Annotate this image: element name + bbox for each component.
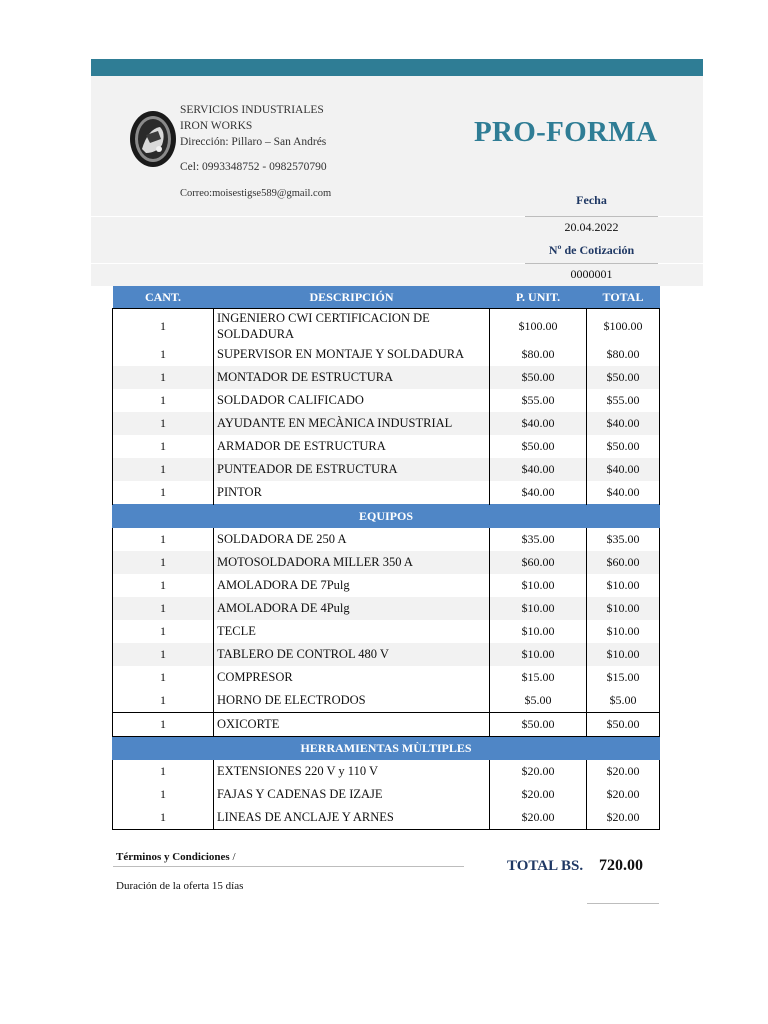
quote-table [112, 286, 660, 830]
fecha-label: Fecha [576, 193, 607, 207]
company-logo [128, 109, 178, 169]
table-row [113, 458, 660, 481]
total-cell: $50.00 [587, 713, 660, 737]
unit-price-cell: $40.00 [490, 458, 587, 481]
qty-cell: 1 [113, 366, 214, 389]
unit-price-cell: $10.00 [490, 643, 587, 666]
unit-price-cell: $50.00 [490, 713, 587, 737]
qty-cell: 1 [113, 412, 214, 435]
company-phone: Cel: 0993348752 - 0982570790 [180, 161, 327, 173]
total-cell: $15.00 [587, 666, 660, 689]
description-cell: MOTOSOLDADORA MILLER 350 A [214, 551, 490, 574]
unit-price-cell: $55.00 [490, 389, 587, 412]
qty-cell: 1 [113, 343, 214, 366]
description-cell: TABLERO DE CONTROL 480 V [214, 643, 490, 666]
table-row [113, 366, 660, 389]
qty-cell: 1 [113, 597, 214, 620]
table-row [113, 689, 660, 713]
total-cell: $60.00 [587, 551, 660, 574]
company-email: Correo:moisestigse589@gmail.com [180, 188, 332, 199]
table-row [113, 574, 660, 597]
table-row [113, 412, 660, 435]
total-cell: $20.00 [587, 760, 660, 784]
header-accent-bar [91, 59, 703, 76]
total-cell: $10.00 [587, 620, 660, 643]
description-cell: TECLE [214, 620, 490, 643]
total-cell: $40.00 [587, 458, 660, 481]
unit-price-cell: $40.00 [490, 412, 587, 435]
total-cell: $10.00 [587, 574, 660, 597]
section-header-equipos [113, 505, 660, 528]
table-row [113, 389, 660, 412]
qty-cell: 1 [113, 551, 214, 574]
unit-price-cell: $10.00 [490, 620, 587, 643]
total-cell: $20.00 [587, 806, 660, 830]
total-cell: $50.00 [587, 366, 660, 389]
unit-price-cell: $20.00 [490, 806, 587, 830]
cotizacion-label: Nº de Cotización [548, 243, 635, 257]
qty-cell: 1 [113, 528, 214, 552]
description-cell: SOLDADOR CALIFICADO [214, 389, 490, 412]
section-title: HERRAMIENTAS MÙLTIPLES [113, 737, 660, 760]
total-cell: $100.00 [587, 309, 660, 344]
table-row [113, 760, 660, 784]
description-cell: OXICORTE [214, 713, 490, 737]
unit-price-cell: $60.00 [490, 551, 587, 574]
grand-total-label: TOTAL BS. [507, 858, 584, 874]
qty-cell: 1 [113, 481, 214, 505]
description-cell: COMPRESOR [214, 666, 490, 689]
table-row [113, 551, 660, 574]
description-cell: SOLDADORA DE 250 A [214, 528, 490, 552]
total-cell: $55.00 [587, 389, 660, 412]
qty-cell: 1 [113, 458, 214, 481]
col-header-cant: CANT. [113, 286, 214, 309]
table-row [113, 597, 660, 620]
description-cell: PINTOR [214, 481, 490, 505]
unit-price-cell: $15.00 [490, 666, 587, 689]
total-cell: $40.00 [587, 481, 660, 505]
table-row [113, 666, 660, 689]
col-header-total: TOTAL [587, 286, 660, 309]
description-cell: AMOLADORA DE 7Pulg [214, 574, 490, 597]
document-title: PRO-FORMA [474, 116, 658, 148]
company-name-line2: IRON WORKS [180, 120, 253, 132]
qty-cell: 1 [113, 760, 214, 784]
table-header-row [113, 286, 660, 309]
total-cell: $35.00 [587, 528, 660, 552]
divider [525, 216, 658, 217]
col-header-descripcion: DESCRIPCIÓN [214, 286, 490, 309]
cotizacion-value: 0000001 [570, 267, 613, 281]
unit-price-cell: $20.00 [490, 783, 587, 806]
grand-total-value: 720.00 [599, 857, 643, 874]
description-cell: FAJAS Y CADENAS DE IZAJE [214, 783, 490, 806]
total-cell: $40.00 [587, 412, 660, 435]
unit-price-cell: $50.00 [490, 366, 587, 389]
qty-cell: 1 [113, 620, 214, 643]
description-cell: AYUDANTE EN MECÀNICA INDUSTRIAL [214, 412, 490, 435]
unit-price-cell: $50.00 [490, 435, 587, 458]
qty-cell: 1 [113, 666, 214, 689]
table-row [113, 783, 660, 806]
terms-label: Términos y Condiciones [116, 851, 230, 863]
description-cell: LINEAS DE ANCLAJE Y ARNES [214, 806, 490, 830]
total-cell: $20.00 [587, 783, 660, 806]
unit-price-cell: $10.00 [490, 574, 587, 597]
total-cell: $10.00 [587, 643, 660, 666]
qty-cell: 1 [113, 389, 214, 412]
description-cell: ARMADOR DE ESTRUCTURA [214, 435, 490, 458]
total-cell: $5.00 [587, 689, 660, 713]
unit-price-cell: $40.00 [490, 481, 587, 505]
qty-cell: 1 [113, 435, 214, 458]
qty-cell: 1 [113, 689, 214, 713]
description-cell: AMOLADORA DE 4Pulg [214, 597, 490, 620]
table-row [113, 343, 660, 366]
table-row [113, 309, 660, 344]
terms-slash: / [229, 851, 236, 863]
company-address: Dirección: Pillaro – San Andrés [180, 136, 327, 148]
unit-price-cell: $10.00 [490, 597, 587, 620]
terms-heading [116, 851, 236, 863]
description-cell: INGENIERO CWI CERTIFICACION DE SOLDADURA [214, 309, 490, 344]
terms-text: Duración de la oferta 15 días [116, 880, 244, 892]
section-title: EQUIPOS [113, 505, 660, 528]
qty-cell: 1 [113, 713, 214, 737]
description-cell: MONTADOR DE ESTRUCTURA [214, 366, 490, 389]
table-row [113, 435, 660, 458]
total-cell: $50.00 [587, 435, 660, 458]
section-header-herramientas [113, 737, 660, 760]
total-cell: $80.00 [587, 343, 660, 366]
qty-cell: 1 [113, 574, 214, 597]
table-row [113, 713, 660, 737]
unit-price-cell: $100.00 [490, 309, 587, 344]
description-cell: PUNTEADOR DE ESTRUCTURA [214, 458, 490, 481]
total-cell: $10.00 [587, 597, 660, 620]
unit-price-cell: $80.00 [490, 343, 587, 366]
description-cell: EXTENSIONES 220 V y 110 V [214, 760, 490, 784]
qty-cell: 1 [113, 806, 214, 830]
table-row [113, 620, 660, 643]
divider [113, 866, 464, 867]
col-header-punit: P. UNIT. [490, 286, 587, 309]
divider [525, 263, 658, 264]
unit-price-cell: $20.00 [490, 760, 587, 784]
description-cell: SUPERVISOR EN MONTAJE Y SOLDADURA [214, 343, 490, 366]
table-row [113, 643, 660, 666]
qty-cell: 1 [113, 309, 214, 344]
table-row [113, 481, 660, 505]
divider [587, 903, 659, 904]
unit-price-cell: $35.00 [490, 528, 587, 552]
qty-cell: 1 [113, 783, 214, 806]
table-row [113, 806, 660, 830]
unit-price-cell: $5.00 [490, 689, 587, 713]
description-cell: HORNO DE ELECTRODOS [214, 689, 490, 713]
table-row [113, 528, 660, 552]
company-name-line1: SERVICIOS INDUSTRIALES [180, 104, 324, 116]
qty-cell: 1 [113, 643, 214, 666]
fecha-value: 20.04.2022 [564, 220, 619, 234]
